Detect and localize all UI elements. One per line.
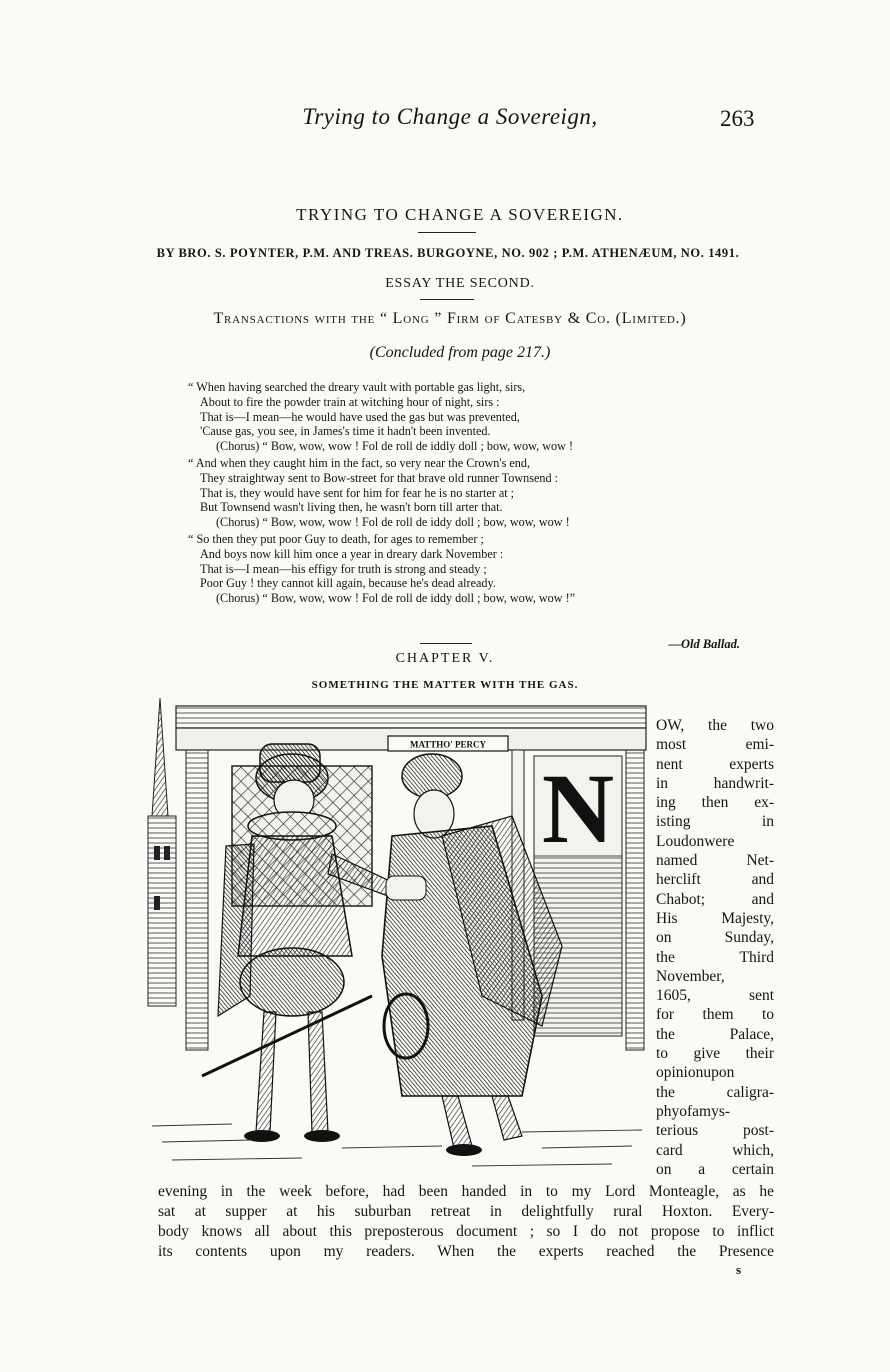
text-line: sat at supper at his suburban retreat in delightfully rural Hoxton. Every- (158, 1203, 774, 1220)
ballad-epigraph (188, 380, 748, 608)
page-number: 263 (720, 106, 755, 131)
text-line: His Majesty, (656, 909, 774, 927)
text-line: OW, the two (656, 717, 774, 734)
text-line: Chabot; and (656, 890, 774, 908)
text-line: the caligra- (656, 1083, 774, 1101)
concluded-note: (Concluded from page 217.) (369, 344, 551, 361)
text-line: evening in the week before, had been handed in to my Lord Monteagle, as he (158, 1183, 774, 1200)
title-rule (418, 232, 476, 233)
ground-strokes-drawing (152, 1124, 642, 1166)
ballad-stanza (188, 380, 748, 454)
verse-line: And boys now kill him once a year in dreary dark November : (200, 546, 504, 561)
running-head (0, 104, 890, 144)
text-line: herclift and (656, 871, 774, 889)
text-line: to give their (656, 1045, 774, 1063)
signature-mark: s (736, 1262, 742, 1277)
verse-line: Poor Guy ! they cannot kill again, because he's dead already. (200, 576, 496, 591)
running-title: Trying to Change a Sovereign, (302, 104, 598, 129)
engraving-illustration (142, 696, 656, 1182)
text-line: Loudonwere (656, 832, 735, 850)
verse-line: They straightway sent to Bow-street for that brave old runner Townsend : (200, 470, 559, 485)
wrapped-text-column (656, 716, 774, 1179)
text-line: on Sunday, (656, 929, 774, 947)
chapter-subtitle: SOMETHING THE MATTER WITH THE GAS. (311, 679, 579, 691)
text-line: nent experts (656, 755, 774, 773)
text-line: opinionupon (656, 1064, 735, 1082)
verse-line: About to fire the powder train at witching hour of night, sirs : (200, 394, 500, 409)
text-line: isting in (656, 813, 774, 831)
verse-line: “ When having searched the dreary vault with portable gas light, sirs, (188, 380, 526, 394)
verse-line: That is—I mean—his effigy for truth is strong and steady ; (200, 561, 487, 576)
text-line: named Net- (656, 852, 774, 870)
text-line: November, (656, 967, 725, 985)
essay-label: ESSAY THE SECOND. (385, 276, 535, 291)
text-line: on a certain (656, 1160, 774, 1178)
essay-rule (420, 299, 474, 300)
text-line: phyofamys- (656, 1102, 731, 1120)
article-title: TRYING TO CHANGE A SOVEREIGN. (296, 205, 624, 224)
chorus-line: (Chorus) “ Bow, wow, wow ! Fol de roll de iddy doll ; bow, wow, wow !” (216, 591, 576, 606)
text-line: for them to (656, 1006, 774, 1024)
text-line: its contents upon my readers. When the experts reached the Presence (158, 1243, 774, 1260)
ballad-attribution: —Old Ballad. (668, 637, 740, 651)
text-line: 1605, sent (656, 987, 774, 1005)
church-spire-drawing (148, 698, 176, 1006)
text-line: body knows all about this preposterous document ; so I do not propose to inflict (158, 1223, 774, 1240)
text-line: terious post- (656, 1122, 774, 1140)
verse-line: “ And when they caught him in the fact, so very near the Crown's end, (188, 455, 530, 470)
ballad-stanza (188, 532, 748, 606)
text-line: ing then ex- (656, 794, 774, 812)
transactions-heading: Transactions with the “ Long ” Firm of Catesby & Co. (Limited.) (213, 310, 687, 327)
drop-cap-n: N (541, 753, 615, 864)
byline: BY BRO. S. POYNTER, P.M. AND TREAS. BURGOYNE, NO. 902 ; P.M. ATHENÆUM, NO. 1491. (156, 246, 740, 260)
chapter-label: CHAPTER V. (395, 651, 495, 666)
verse-line: “ So then they put poor Guy to death, for ages to remember ; (188, 531, 484, 546)
body-paragraph (158, 1182, 774, 1262)
chorus-line: (Chorus) “ Bow, wow, wow ! Fol de roll de iddy doll ; bow, wow, wow ! (216, 515, 570, 530)
text-line: in handwrit- (656, 774, 774, 792)
verse-line: 'Cause gas, you see, in James's time it hadn't been invented. (200, 424, 491, 439)
shop-sign-text: MATTHO' PERCY (409, 739, 487, 750)
text-line: the Palace, (656, 1025, 774, 1043)
verse-line: That is—I mean—he would have used the gas but was prevented, (200, 409, 520, 424)
text-line: the Third (656, 948, 774, 966)
text-line: card which, (656, 1141, 774, 1159)
verse-line: That is, they would have sent for him for fear he is no starter at ; (200, 485, 515, 500)
ballad-stanza (188, 456, 748, 530)
verse-line: But Townsend wasn't living then, he wasn't born till arter that. (200, 500, 503, 515)
ballad-rule (420, 643, 472, 644)
chorus-line: (Chorus) “ Bow, wow, wow ! Fol de roll de iddly doll ; bow, wow, wow ! (216, 439, 574, 454)
text-line: most emi- (656, 736, 774, 754)
